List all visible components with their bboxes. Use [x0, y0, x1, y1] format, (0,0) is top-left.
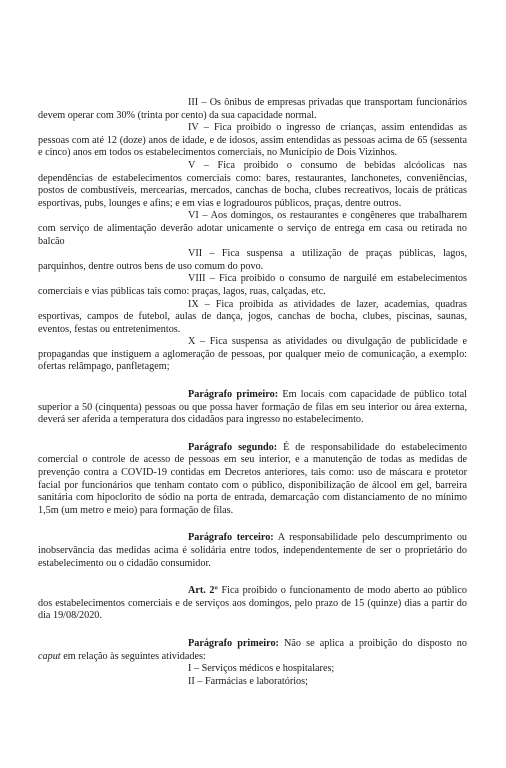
item-vii: VII – Fica suspensa a utilização de praças públicas, lagos, parquinhos, dentre outros bens de uso comum do povo.	[38, 248, 467, 272]
paragraph-segundo	[38, 442, 467, 518]
article-2-paragraph-primeiro	[38, 638, 467, 663]
exception-item-i: I – Serviços médicos e hospitalares;	[188, 663, 335, 675]
item-iv: IV – Fica proibido o ingresso de crianças, assim entendidas as pessoas com até 12 (doze) anos de idade, e de idosos, assim entendidas as pessoas acima de 65 (sessenta e cinco) anos em todos os estabelecimentos comerciais, no Município de Dois Vizinhos.	[38, 122, 467, 159]
article-2	[38, 585, 467, 623]
document-page	[38, 97, 467, 688]
paragraph-terceiro-text: A responsabilidade pelo descumprimento ou inobservância das medidas acima é solidária entre todos, independentemente de ser o proprietário do estabelecimento ou o cidadão consumidor.	[38, 532, 468, 569]
paragraph-terceiro	[38, 532, 467, 570]
article-2-label: Art. 2º	[188, 585, 218, 597]
spacer	[38, 623, 467, 638]
item-viii: VIII – Fica proibido o consumo de narguilé em estabelecimentos comerciais e vias públicas tais como: praças, lagos, ruas, calçadas, etc.	[38, 273, 467, 297]
paragraph-segundo-label: Parágrafo segundo:	[188, 441, 278, 453]
caput-term: caput	[38, 650, 61, 662]
article-2-paragraph-primeiro-text-before: Não se aplica a proibição do disposto no	[278, 637, 467, 649]
item-x: X – Fica suspensa as atividades ou divulgação de publicidade e propagandas que instiguem a aglomeração de pessoas, por qualquer meio de comunicação, a exemplo: ofertas relâmpago, panfletagem;	[38, 336, 467, 373]
spacer	[38, 517, 467, 532]
paragraph-primeiro-text: Em locais com capacidade de público total superior a 50 (cinquenta) pessoas ou que possa haver formação de filas em seu interior ou área externa, deverá ser aferida a temperatura dos cidadãos para ingresso no estabelecimento.	[38, 389, 467, 426]
paragraph-terceiro-label: Parágrafo terceiro:	[188, 532, 274, 544]
paragraph-primeiro-label: Parágrafo primeiro:	[188, 389, 279, 401]
spacer	[38, 427, 467, 442]
item-v: V – Fica proibido o consumo de bebidas alcóolicas nas dependências de estabelecimentos comerciais como: bares, restaurantes, lanchonetes, conveniências, postos de combustíveis, mercearias, mercados, canchas de bocha, clubes recreativos, locais de práticas esportivas, pubs, lounges e afins; e em vias e logradouros públicos, praças, dentre outros.	[38, 159, 467, 209]
item-iii: III – Os ônibus de empresas privadas que transportam funcionários devem operar com 30% (trinta por cento) da sua capacidade normal.	[38, 97, 467, 121]
paragraph-segundo-text: É de responsabilidade do estabelecimento comercial o controle de acesso de pessoas em seu interior, e a manutenção de todas as medidas de prevenção contra a COVID-19 contidas em Decretos anteriores, tais como: uso de máscara e protetor facial por funcionários que tenham contato com o público, disponibilização de álcool em gel, barreira sanitária com hipoclorito de sódio na porta de entrada, demarcação com distanciamento de no mínimo 1,5m (um metro e meio) para formação de filas.	[38, 441, 467, 516]
exception-item-ii: II – Farmácias e laboratórios;	[188, 675, 308, 687]
spacer	[38, 570, 467, 585]
article-2-paragraph-primeiro-label: Parágrafo primeiro:	[188, 637, 279, 649]
item-ix: IX – Fica proibida as atividades de lazer, academias, quadras esportivas, campos de futebol, aulas de dança, jogos, canchas de bocha, clubes, piscinas, saunas, eventos, festas ou entretenimentos.	[38, 298, 467, 335]
article-2-text: Fica proibido o funcionamento de modo aberto ao público dos estabelecimentos comerciais e de serviços aos domingos, pelo prazo de 15 (quinze) dias a partir do dia 19/08/2020.	[38, 585, 467, 622]
article-2-paragraph-primeiro-text-after: em relação às seguintes atividades:	[60, 650, 206, 662]
item-vi: VI – Aos domingos, os restaurantes e congêneres que trabalharem com serviço de alimentação deverão adotar unicamente o serviço de entrega em casa ou retirada no balcão	[38, 210, 467, 247]
paragraph-primeiro	[38, 389, 467, 427]
spacer	[38, 374, 467, 389]
